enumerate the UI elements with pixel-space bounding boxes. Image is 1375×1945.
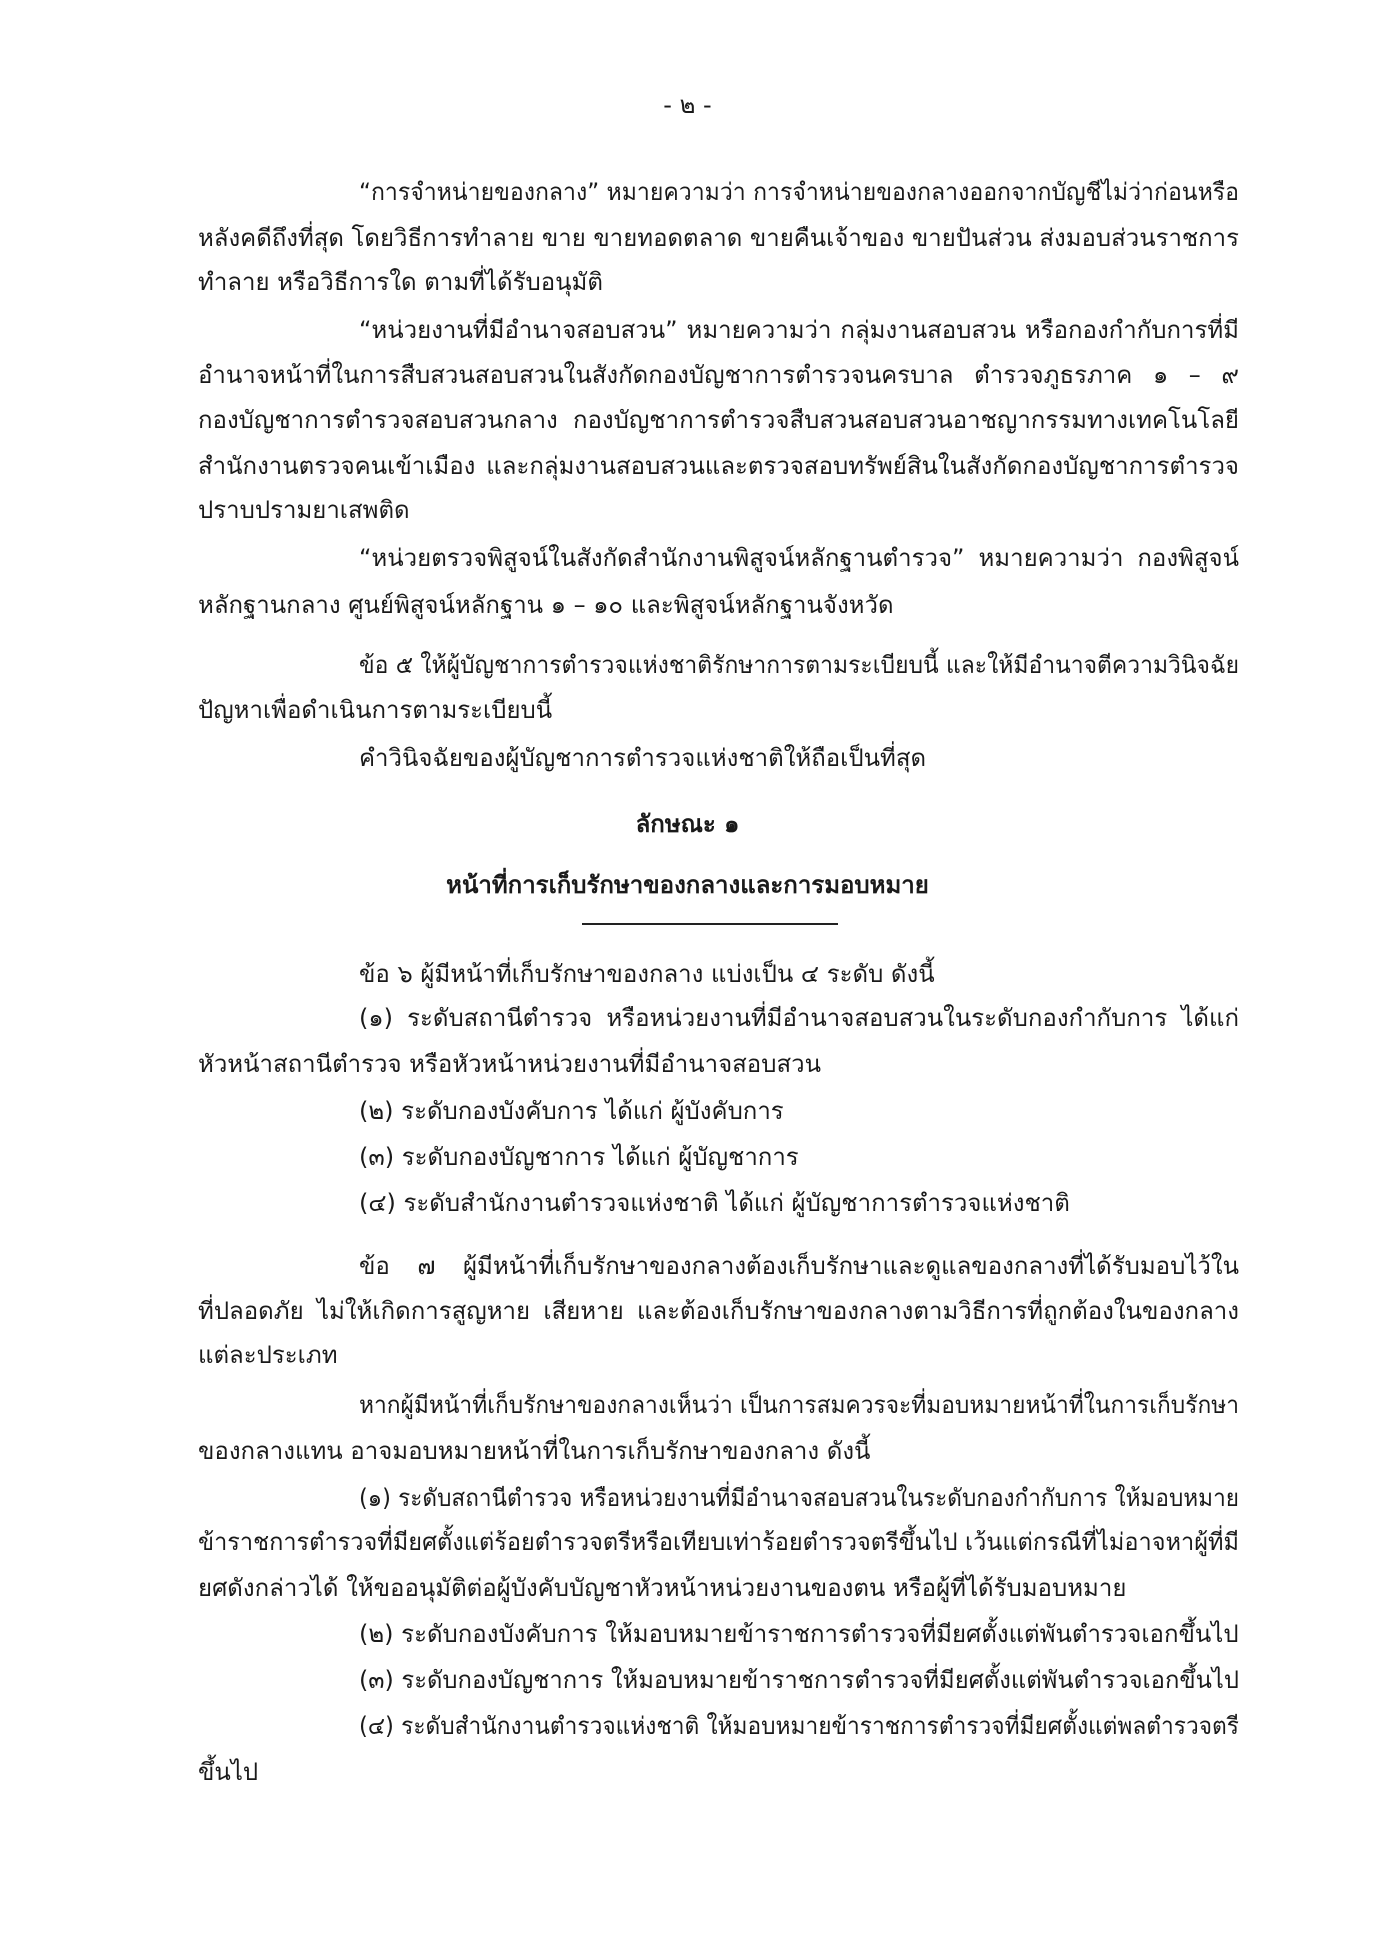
- text-line: (๑) ระดับสถานีตำรวจ หรือหน่วยงานที่มีอำนาจสอบสวนในระดับกองกำกับการ ให้มอบหมาย: [359, 1484, 1239, 1512]
- text-line: หัวหน้าสถานีตำรวจ หรือหัวหน้าหน่วยงานที่มีอำนาจสอบสวน: [198, 1050, 821, 1078]
- text-line: (๔) ระดับสำนักงานตำรวจแห่งชาติ ได้แก่ ผู้บัญชาการตำรวจแห่งชาติ: [359, 1189, 1070, 1217]
- text-line: สำนักงานตรวจคนเข้าเมือง และกลุ่มงานสอบสวนและตรวจสอบทรัพย์สินในสังกัดกองบัญชาการตำรวจ: [198, 452, 1239, 480]
- text-line: คำวินิจฉัยของผู้บัญชาการตำรวจแห่งชาติให้ถือเป็นที่สุด: [359, 744, 927, 772]
- text-line: “การจำหน่ายของกลาง” หมายความว่า การจำหน่ายของกลางออกจากบัญชีไม่ว่าก่อนหรือ: [359, 178, 1239, 206]
- text-line: “หน่วยตรวจพิสูจน์ในสังกัดสำนักงานพิสูจน์หลักฐานตำรวจ” หมายความว่า กองพิสูจน์: [359, 544, 1239, 572]
- page-number: - ๒ -: [663, 91, 712, 119]
- text-line: ข้าราชการตำรวจที่มียศตั้งแต่ร้อยตำรวจตรีหรือเทียบเท่าร้อยตำรวจตรีขึ้นไป เว้นแต่กรณีที่ไม่อาจหาผู้ที่มี: [198, 1528, 1239, 1556]
- chapter-subtitle: หน้าที่การเก็บรักษาของกลางและการมอบหมาย: [446, 871, 929, 899]
- text-line: “หน่วยงานที่มีอำนาจสอบสวน” หมายความว่า กลุ่มงานสอบสวน หรือกองกำกับการที่มี: [359, 316, 1239, 344]
- text-line: (๓) ระดับกองบัญชาการ ให้มอบหมายข้าราชการตำรวจที่มียศตั้งแต่พันตำรวจเอกขึ้นไป: [359, 1666, 1239, 1694]
- text-line: (๑) ระดับสถานีตำรวจ หรือหน่วยงานที่มีอำนาจสอบสวนในระดับกองกำกับการ ได้แก่: [359, 1004, 1239, 1032]
- divider: [582, 923, 838, 925]
- text-line: ปราบปรามยาเสพติด: [198, 496, 410, 524]
- text-line: (๒) ระดับกองบังคับการ ได้แก่ ผู้บังคับการ: [359, 1097, 784, 1125]
- text-line: ยศดังกล่าวได้ ให้ขออนุมัติต่อผู้บังคับบัญชาหัวหน้าหน่วยงานของตน หรือผู้ที่ได้รับมอบหมาย: [198, 1574, 1127, 1602]
- text-line: (๒) ระดับกองบังคับการ ให้มอบหมายข้าราชการตำรวจที่มียศตั้งแต่พันตำรวจเอกขึ้นไป: [359, 1620, 1239, 1648]
- chapter-title: ลักษณะ ๑: [635, 810, 740, 838]
- text-line: ข้อ ๕ ให้ผู้บัญชาการตำรวจแห่งชาติรักษาการตามระเบียบนี้ และให้มีอำนาจตีความวินิจฉัย: [359, 651, 1239, 679]
- text-line: กองบัญชาการตำรวจสอบสวนกลาง กองบัญชาการตำรวจสืบสวนสอบสวนอาชญากรรมทางเทคโนโลยี: [198, 406, 1239, 434]
- text-line: ปัญหาเพื่อดำเนินการตามระเบียบนี้: [198, 696, 553, 724]
- text-line: แต่ละประเภท: [198, 1341, 338, 1369]
- text-line: ทำลาย หรือวิธีการใด ตามที่ได้รับอนุมัติ: [198, 268, 603, 296]
- text-line: หากผู้มีหน้าที่เก็บรักษาของกลางเห็นว่า เป็นการสมควรจะที่มอบหมายหน้าที่ในการเก็บรักษา: [359, 1391, 1239, 1419]
- text-line: (๔) ระดับสำนักงานตำรวจแห่งชาติ ให้มอบหมายข้าราชการตำรวจที่มียศตั้งแต่พลตำรวจตรี: [359, 1712, 1239, 1740]
- text-line: ของกลางแทน อาจมอบหมายหน้าที่ในการเก็บรักษาของกลาง ดังนี้: [198, 1437, 871, 1465]
- text-line: ที่ปลอดภัย ไม่ให้เกิดการสูญหาย เสียหาย และต้องเก็บรักษาของกลางตามวิธีการที่ถูกต้องในของกลาง: [198, 1297, 1239, 1325]
- text-line: ข้อ ๗ ผู้มีหน้าที่เก็บรักษาของกลางต้องเก็บรักษาและดูแลของกลางที่ได้รับมอบไว้ใน: [359, 1252, 1239, 1280]
- text-line: ข้อ ๖ ผู้มีหน้าที่เก็บรักษาของกลาง แบ่งเป็น ๔ ระดับ ดังนี้: [359, 960, 935, 988]
- text-line: หลักฐานกลาง ศูนย์พิสูจน์หลักฐาน ๑ – ๑๐ และพิสูจน์หลักฐานจังหวัด: [198, 591, 894, 619]
- text-line: หลังคดีถึงที่สุด โดยวิธีการทำลาย ขาย ขายทอดตลาด ขายคืนเจ้าของ ขายปันส่วน ส่งมอบส่วนราชการ: [198, 224, 1239, 252]
- text-line: ขึ้นไป: [198, 1758, 259, 1786]
- text-line: (๓) ระดับกองบัญชาการ ได้แก่ ผู้บัญชาการ: [359, 1143, 799, 1171]
- text-line: อำนาจหน้าที่ในการสืบสวนสอบสวนในสังกัดกองบัญชาการตำรวจนครบาล ตำรวจภูธรภาค ๑ – ๙: [198, 361, 1239, 389]
